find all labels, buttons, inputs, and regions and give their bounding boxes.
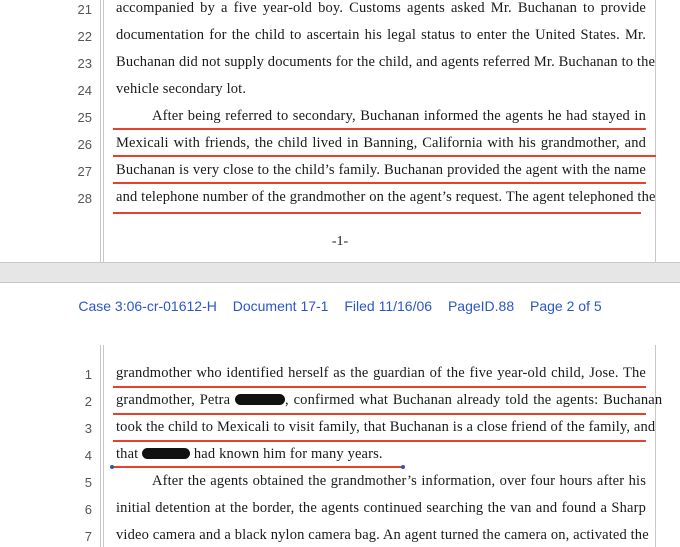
text-line — [0, 56, 680, 83]
filed-date: Filed 11/16/06 — [344, 298, 433, 314]
line-text: and telephone number of the grandmother on the agent’s request. The agent telephoned the — [116, 189, 656, 205]
line-number: 26 — [77, 137, 92, 152]
line-number: 5 — [84, 475, 92, 490]
highlight-underline — [113, 440, 646, 442]
line-text: accompanied by a five year-old boy. Customs agents asked Mr. Buchanan to provide — [116, 0, 646, 16]
text-line — [0, 137, 680, 164]
line-text — [116, 392, 663, 409]
line-text: grandmother who identified herself as the guardian of the five year-old child, Jose. The — [116, 365, 646, 381]
page-number: -1- — [331, 234, 349, 249]
line-text — [116, 446, 646, 463]
line-number: 25 — [77, 110, 92, 125]
highlight-underline — [113, 128, 646, 130]
highlight-underline — [113, 413, 646, 415]
page-separator — [0, 262, 680, 283]
document-page-2 — [0, 283, 680, 547]
line-text: video camera and a black nylon camera bag. An agent turned the camera on, activated the — [116, 527, 649, 543]
line-number: 22 — [77, 29, 92, 44]
highlight-underline — [113, 155, 656, 157]
page-id: PageID.88 — [447, 298, 515, 314]
case-number: Case 3:06-cr-01612-H — [78, 298, 217, 314]
page-of: Page 2 of 5 — [530, 298, 602, 314]
line-number: 4 — [84, 448, 92, 463]
highlight-underline — [113, 212, 641, 214]
line-number: 23 — [77, 56, 92, 71]
text-line — [0, 83, 680, 110]
document-number: Document 17-1 — [232, 298, 329, 314]
line-text-part: had known him for many years. — [193, 446, 383, 462]
text-line — [0, 475, 680, 502]
line-number: 28 — [77, 191, 92, 206]
line-text: Mexicali with friends, the child lived in Banning, California with his grandmother, and — [116, 135, 646, 151]
selection-handle[interactable] — [401, 465, 405, 469]
document-page-1 — [0, 0, 680, 262]
text-line — [0, 529, 680, 547]
line-number: 6 — [84, 502, 92, 517]
selection-handle[interactable] — [110, 465, 114, 469]
text-line — [0, 29, 680, 56]
text-line — [0, 394, 680, 421]
line-number: 1 — [84, 367, 92, 382]
text-line — [0, 367, 680, 394]
line-text: Buchanan is very close to the child’s family. Buchanan provided the agent with the name — [116, 162, 646, 178]
page-body — [0, 345, 680, 547]
line-text: After the agents obtained the grandmother’s information, over four hours after his — [152, 473, 646, 489]
highlight-underline — [113, 182, 646, 184]
line-text: took the child to Mexicali to visit family, that Buchanan is a close friend of the family, and — [116, 419, 656, 435]
line-text: documentation for the child to ascertain his legal status to enter the United States. Mr. — [116, 27, 646, 43]
line-text: vehicle secondary lot. — [116, 81, 247, 97]
text-line — [0, 164, 680, 191]
line-text: initial detention at the border, the agents continued searching the van and found a Sharp — [116, 500, 646, 516]
line-text: Buchanan did not supply documents for the child, and agents referred Mr. Buchanan to the — [116, 54, 656, 70]
text-line — [0, 421, 680, 448]
text-line — [0, 110, 680, 137]
text-line — [0, 448, 680, 475]
line-number: 2 — [84, 394, 92, 409]
line-text-part: , confirmed what Buchanan already told the agents: Buchanan — [285, 392, 663, 408]
line-number: 3 — [84, 421, 92, 436]
redaction-mark — [235, 394, 285, 405]
case-header — [0, 298, 680, 314]
text-line — [0, 502, 680, 529]
highlight-underline — [113, 386, 646, 388]
line-text-part: that — [116, 446, 139, 462]
line-number: 7 — [84, 529, 92, 544]
highlight-underline — [113, 466, 403, 468]
line-number: 27 — [77, 164, 92, 179]
line-text: After being referred to secondary, Buchanan informed the agents he had stayed in — [152, 108, 646, 124]
text-line — [0, 2, 680, 29]
redaction-mark — [142, 448, 190, 459]
line-number: 21 — [77, 2, 92, 17]
line-text-part: grandmother, Petra — [116, 392, 231, 408]
line-number: 24 — [77, 83, 92, 98]
